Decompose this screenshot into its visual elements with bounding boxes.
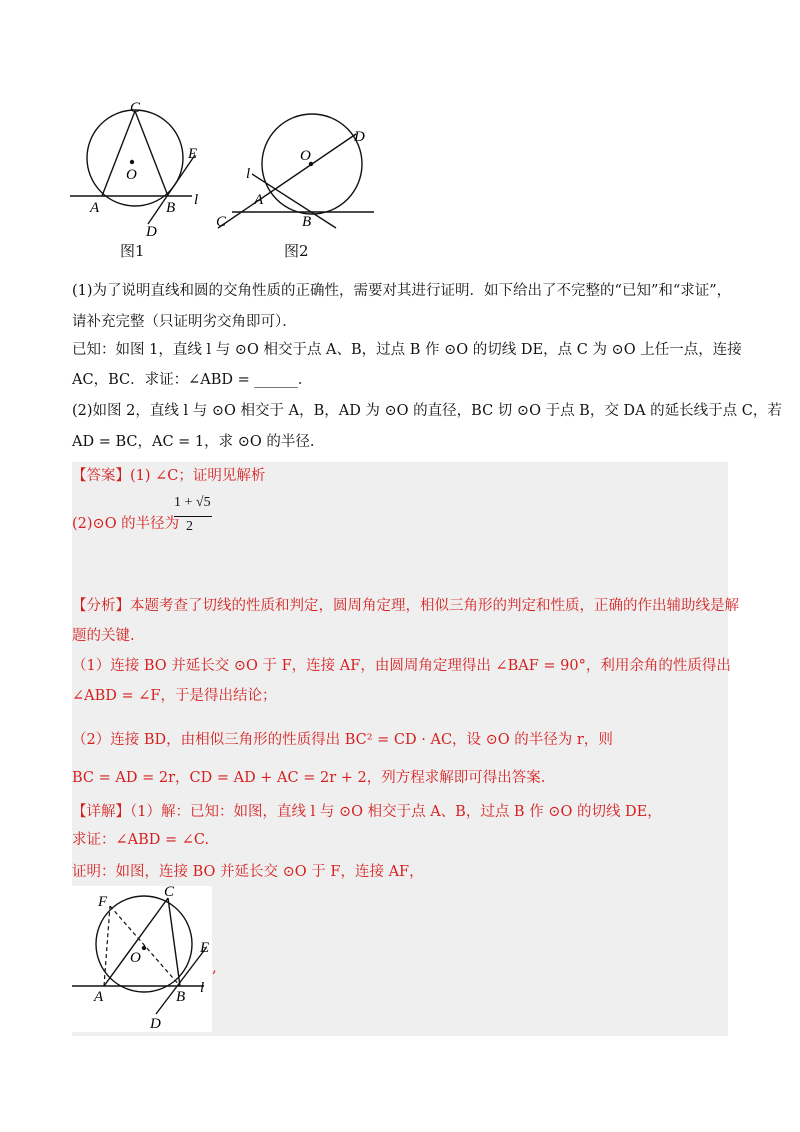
label-b: B bbox=[176, 989, 186, 1005]
detail-line2: 求证：∠ABD = ∠C. bbox=[72, 832, 210, 848]
answer-part2-prefix: (2)⊙O 的半径为 bbox=[72, 516, 180, 532]
label-c: C bbox=[164, 886, 175, 900]
question-part2-line2: AD = BC，AC = 1，求 ⊙O 的半径. bbox=[72, 434, 315, 450]
question-part1-line1: (1)为了说明直线和圆的交角性质的正确性，需要对其进行证明．如下给出了不完整的“已知”和“求证”， bbox=[72, 283, 732, 299]
label-o: O bbox=[126, 167, 137, 183]
analysis-line1: 【分析】本题考查了切线的性质和判定，圆周角定理，相似三角形的判定和性质，正确的作出辅助线是解 bbox=[72, 598, 739, 614]
label-d: D bbox=[354, 129, 365, 145]
fraction-denominator: 2 bbox=[186, 519, 193, 534]
label-o: O bbox=[300, 148, 311, 164]
label-c: C bbox=[130, 100, 141, 116]
detail-line3: 证明：如图，连接 BO 并延长交 ⊙O 于 F，连接 AF， bbox=[72, 864, 424, 880]
label-a: A bbox=[94, 989, 104, 1005]
figure-2-caption: 图2 bbox=[284, 242, 309, 260]
label-a: A bbox=[90, 200, 100, 216]
given-line1: 已知：如图 1，直线 l 与 ⊙O 相交于点 A、B，过点 B 作 ⊙O 的切线 DE，点 C 为 ⊙O 上任一点，连接 bbox=[72, 342, 742, 358]
label-l: l bbox=[194, 192, 199, 208]
label-l: l bbox=[246, 166, 251, 182]
label-e: E bbox=[200, 940, 210, 956]
label-e: E bbox=[188, 146, 198, 162]
analysis-line4: ∠ABD = ∠F，于是得出结论； bbox=[72, 688, 277, 704]
label-o: O bbox=[130, 950, 141, 966]
fraction-bar bbox=[174, 516, 212, 517]
detail-trailing-comma: , bbox=[212, 958, 217, 976]
label-b: B bbox=[166, 200, 176, 216]
analysis-line5: （2）连接 BD，由相似三角形的性质得出 BC² = CD · AC，设 ⊙O 的半径为 r，则 bbox=[72, 732, 613, 748]
figure-3 bbox=[72, 886, 212, 1032]
question-part1-line2: 请补充完整（只证明劣交角即可）． bbox=[72, 314, 297, 330]
figure-2 bbox=[214, 106, 384, 234]
label-d: D bbox=[146, 224, 157, 240]
figure-3-panel bbox=[72, 886, 212, 1032]
detail-line1: 【详解】（1）解：已知：如图，直线 l 与 ⊙O 相交于点 A、B，过点 B 作 ⊙O 的切线 DE， bbox=[72, 804, 662, 820]
label-d: D bbox=[150, 1016, 161, 1032]
answer-part1: 【答案】(1) ∠C；证明见解析 bbox=[72, 468, 266, 484]
label-l: l bbox=[200, 980, 205, 996]
analysis-line6: BC = AD = 2r，CD = AD + AC = 2r + 2，列方程求解即可得出答案. bbox=[72, 770, 546, 786]
question-part2-line1: (2)如图 2，直线 l 与 ⊙O 相交于 A，B，AD 为 ⊙O 的直径，BC 切 ⊙O 于点 B，交 DA 的延长线于点 C，若 bbox=[72, 403, 782, 419]
figure-1-caption: 图1 bbox=[120, 242, 145, 260]
fraction-numerator: 1 + √5 bbox=[174, 495, 211, 510]
label-b: B bbox=[302, 214, 312, 230]
figure-1 bbox=[70, 100, 220, 240]
analysis-line3: （1）连接 BO 并延长交 ⊙O 于 F，连接 AF，由圆周角定理得出 ∠BAF = 90°，利用余角的性质得出 bbox=[72, 658, 731, 674]
analysis-line2: 题的关键. bbox=[72, 628, 135, 644]
label-f: F bbox=[98, 894, 108, 910]
given-line2: AC，BC．求证：∠ABD = ______． bbox=[72, 372, 313, 388]
label-c: C bbox=[216, 214, 227, 230]
label-a: A bbox=[254, 192, 264, 208]
